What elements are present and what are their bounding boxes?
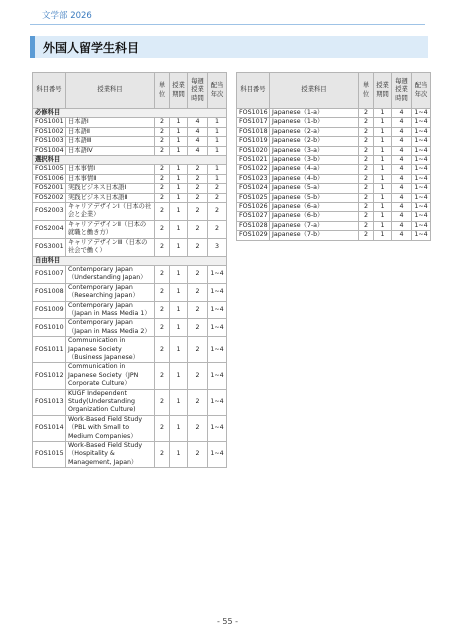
table-row xyxy=(237,146,431,155)
table-row xyxy=(237,203,431,212)
header-name: 授業科目 xyxy=(66,73,155,109)
cell-code: FOS1002 xyxy=(33,127,66,136)
cell-classes: 1 xyxy=(170,174,188,183)
cell-credits: 2 xyxy=(359,118,374,127)
table-row xyxy=(33,319,227,337)
cell-hours: 2 xyxy=(188,193,208,202)
table-row xyxy=(237,165,431,174)
cell-classes: 1 xyxy=(170,193,188,202)
cell-classes: 1 xyxy=(170,337,188,363)
cell-name: キャリアデザインⅠ（日本の社会と企業） xyxy=(66,203,155,221)
cell-code: FOS1013 xyxy=(33,389,66,415)
cell-name: Japanese（4-a） xyxy=(270,165,359,174)
cell-hours: 4 xyxy=(392,174,412,183)
section-row xyxy=(33,256,227,265)
cell-year: 1~4 xyxy=(412,212,431,221)
cell-hours: 2 xyxy=(188,363,208,389)
table-header-row xyxy=(237,73,431,109)
cell-hours: 4 xyxy=(392,156,412,165)
cell-classes: 1 xyxy=(170,301,188,319)
cell-classes: 1 xyxy=(374,193,392,202)
cell-hours: 2 xyxy=(188,238,208,256)
cell-classes: 1 xyxy=(374,221,392,230)
table-row xyxy=(33,283,227,301)
cell-name: Communication in Japanese Society（Business Japanese） xyxy=(66,337,155,363)
cell-name: 実践ビジネス日本語Ⅱ xyxy=(66,193,155,202)
cell-name: Work-Based Field Study （PBL with Small to Medium Companies） xyxy=(66,415,155,441)
cell-hours: 2 xyxy=(188,415,208,441)
cell-hours: 2 xyxy=(188,283,208,301)
table-row xyxy=(33,165,227,174)
cell-classes: 1 xyxy=(374,118,392,127)
cell-year: 1 xyxy=(208,118,227,127)
header-credits: 単位 xyxy=(359,73,374,109)
table-row xyxy=(33,118,227,127)
cell-name: 日本語Ⅳ xyxy=(66,146,155,155)
table-row xyxy=(237,221,431,230)
section-row xyxy=(33,109,227,118)
cell-credits: 2 xyxy=(359,165,374,174)
cell-classes: 1 xyxy=(374,127,392,136)
cell-credits: 2 xyxy=(359,184,374,193)
cell-code: FOS1005 xyxy=(33,165,66,174)
table-row xyxy=(33,203,227,221)
cell-credits: 2 xyxy=(155,137,170,146)
cell-hours: 4 xyxy=(392,109,412,118)
cell-code: FOS1012 xyxy=(33,363,66,389)
page-title: 外国人留学生科目 xyxy=(43,41,140,55)
cell-classes: 1 xyxy=(170,137,188,146)
cell-classes: 1 xyxy=(170,283,188,301)
table-row xyxy=(33,193,227,202)
cell-name: Contemporary Japan （Japan in Mass Media 1） xyxy=(66,301,155,319)
table-row xyxy=(33,389,227,415)
cell-code: FOS1029 xyxy=(237,231,270,240)
cell-classes: 1 xyxy=(374,146,392,155)
table-row xyxy=(33,337,227,363)
table-row xyxy=(237,184,431,193)
cell-hours: 4 xyxy=(188,118,208,127)
cell-code: FOS1006 xyxy=(33,174,66,183)
cell-classes: 1 xyxy=(170,203,188,221)
table-row xyxy=(33,301,227,319)
cell-name: Contemporary Japan （Japan in Mass Media 2） xyxy=(66,319,155,337)
course-table-right xyxy=(236,72,431,241)
cell-code: FOS1017 xyxy=(237,118,270,127)
cell-code: FOS1025 xyxy=(237,193,270,202)
cell-name: 日本語Ⅰ xyxy=(66,118,155,127)
table-row xyxy=(33,442,227,468)
table-row xyxy=(237,109,431,118)
cell-hours: 2 xyxy=(188,184,208,193)
cell-credits: 2 xyxy=(359,203,374,212)
cell-year: 1~4 xyxy=(412,203,431,212)
cell-year: 1~4 xyxy=(412,118,431,127)
cell-name: Contemporary Japan （Understanding Japan） xyxy=(66,265,155,283)
cell-code: FOS1009 xyxy=(33,301,66,319)
cell-year: 1~4 xyxy=(412,109,431,118)
cell-hours: 2 xyxy=(188,203,208,221)
cell-year: 1~4 xyxy=(208,319,227,337)
table-row xyxy=(33,265,227,283)
cell-credits: 2 xyxy=(359,212,374,221)
cell-hours: 2 xyxy=(188,265,208,283)
cell-year: 1~4 xyxy=(208,283,227,301)
cell-year: 1~4 xyxy=(412,156,431,165)
header-hours: 毎週 授業 時間 xyxy=(188,73,208,109)
cell-hours: 4 xyxy=(392,165,412,174)
cell-year: 1~4 xyxy=(208,363,227,389)
cell-code: FOS1027 xyxy=(237,212,270,221)
cell-name: キャリアデザインⅡ（日本の就職と働き方） xyxy=(66,220,155,238)
cell-code: FOS1011 xyxy=(33,337,66,363)
header-credits: 単位 xyxy=(155,73,170,109)
cell-hours: 4 xyxy=(392,184,412,193)
cell-year: 1~4 xyxy=(412,137,431,146)
section-label: 選択科目 xyxy=(33,156,227,165)
section-row xyxy=(33,156,227,165)
cell-hours: 4 xyxy=(392,146,412,155)
header-classes: 授業 期間 xyxy=(170,73,188,109)
table-row xyxy=(237,118,431,127)
cell-classes: 1 xyxy=(374,231,392,240)
cell-classes: 1 xyxy=(170,415,188,441)
table-row xyxy=(237,212,431,221)
cell-credits: 2 xyxy=(155,319,170,337)
cell-year: 1~4 xyxy=(208,301,227,319)
cell-year: 1~4 xyxy=(208,415,227,441)
cell-hours: 2 xyxy=(188,165,208,174)
cell-name: Communication in Japanese Society（JPN Corporate Culture） xyxy=(66,363,155,389)
cell-hours: 4 xyxy=(392,212,412,221)
table-row xyxy=(33,174,227,183)
cell-name: 実践ビジネス日本語Ⅰ xyxy=(66,184,155,193)
cell-hours: 4 xyxy=(188,146,208,155)
header-year: 配当 年次 xyxy=(208,73,227,109)
cell-classes: 1 xyxy=(170,184,188,193)
cell-code: FOS1010 xyxy=(33,319,66,337)
cell-code: FOS1022 xyxy=(237,165,270,174)
cell-name: Japanese（1-b） xyxy=(270,118,359,127)
cell-name: Japanese（3-a） xyxy=(270,146,359,155)
cell-classes: 1 xyxy=(170,442,188,468)
table-row xyxy=(237,156,431,165)
cell-name: 日本事情Ⅰ xyxy=(66,165,155,174)
table-row xyxy=(33,220,227,238)
cell-hours: 4 xyxy=(392,118,412,127)
cell-name: Japanese（6-a） xyxy=(270,203,359,212)
cell-classes: 1 xyxy=(170,165,188,174)
cell-classes: 1 xyxy=(170,118,188,127)
faculty-header: 文学部 2026 xyxy=(42,11,92,21)
cell-code: FOS1004 xyxy=(33,146,66,155)
cell-credits: 2 xyxy=(155,203,170,221)
cell-code: FOS1020 xyxy=(237,146,270,155)
cell-credits: 2 xyxy=(155,363,170,389)
cell-hours: 4 xyxy=(392,137,412,146)
section-title-box xyxy=(30,36,428,58)
cell-year: 1~4 xyxy=(208,389,227,415)
cell-hours: 2 xyxy=(188,319,208,337)
cell-year: 2 xyxy=(208,220,227,238)
cell-code: FOS1018 xyxy=(237,127,270,136)
header-hours: 毎週 授業 時間 xyxy=(392,73,412,109)
cell-year: 2 xyxy=(208,193,227,202)
course-table-left xyxy=(32,72,227,468)
cell-code: FOS1015 xyxy=(33,442,66,468)
table-row xyxy=(237,174,431,183)
cell-credits: 2 xyxy=(155,301,170,319)
cell-classes: 1 xyxy=(374,184,392,193)
header-code: 科目番号 xyxy=(237,73,270,109)
cell-credits: 2 xyxy=(359,193,374,202)
cell-credits: 2 xyxy=(155,265,170,283)
cell-hours: 2 xyxy=(188,389,208,415)
cell-hours: 4 xyxy=(188,137,208,146)
page-number: - 55 - xyxy=(216,617,239,626)
cell-classes: 1 xyxy=(170,238,188,256)
cell-classes: 1 xyxy=(170,146,188,155)
cell-code: FOS1024 xyxy=(237,184,270,193)
cell-credits: 2 xyxy=(155,415,170,441)
cell-code: FOS2002 xyxy=(33,193,66,202)
cell-name: Japanese（3-b） xyxy=(270,156,359,165)
cell-credits: 2 xyxy=(155,389,170,415)
cell-classes: 1 xyxy=(374,174,392,183)
cell-name: Japanese（4-b） xyxy=(270,174,359,183)
cell-classes: 1 xyxy=(170,363,188,389)
cell-hours: 4 xyxy=(188,127,208,136)
cell-credits: 2 xyxy=(155,174,170,183)
cell-name: Work-Based Field Study （Hospitality & Management, Japan） xyxy=(66,442,155,468)
cell-classes: 1 xyxy=(374,109,392,118)
cell-name: Japanese（7-a） xyxy=(270,221,359,230)
cell-hours: 4 xyxy=(392,231,412,240)
cell-code: FOS1028 xyxy=(237,221,270,230)
cell-code: FOS1026 xyxy=(237,203,270,212)
cell-year: 1~4 xyxy=(412,174,431,183)
cell-classes: 1 xyxy=(374,156,392,165)
cell-code: FOS2001 xyxy=(33,184,66,193)
cell-hours: 4 xyxy=(392,203,412,212)
cell-code: FOS1019 xyxy=(237,137,270,146)
table-row xyxy=(237,193,431,202)
cell-classes: 1 xyxy=(170,127,188,136)
cell-credits: 2 xyxy=(155,337,170,363)
cell-code: FOS1001 xyxy=(33,118,66,127)
table-row xyxy=(237,127,431,136)
cell-year: 1 xyxy=(208,174,227,183)
table-row xyxy=(33,363,227,389)
cell-name: キャリアデザインⅢ（日本の社会で働く） xyxy=(66,238,155,256)
cell-credits: 2 xyxy=(155,283,170,301)
section-label: 必修科目 xyxy=(33,109,227,118)
cell-year: 1~4 xyxy=(412,165,431,174)
cell-classes: 1 xyxy=(374,137,392,146)
cell-credits: 2 xyxy=(155,193,170,202)
cell-year: 1~4 xyxy=(412,184,431,193)
cell-year: 1 xyxy=(208,165,227,174)
table-row xyxy=(33,137,227,146)
cell-credits: 2 xyxy=(155,220,170,238)
cell-classes: 1 xyxy=(170,265,188,283)
cell-credits: 2 xyxy=(155,442,170,468)
table-row xyxy=(33,146,227,155)
table-row xyxy=(33,238,227,256)
cell-hours: 2 xyxy=(188,337,208,363)
cell-classes: 1 xyxy=(374,203,392,212)
cell-code: FOS2003 xyxy=(33,203,66,221)
cell-year: 1 xyxy=(208,127,227,136)
cell-classes: 1 xyxy=(374,165,392,174)
cell-code: FOS1007 xyxy=(33,265,66,283)
header-code: 科目番号 xyxy=(33,73,66,109)
cell-classes: 1 xyxy=(170,389,188,415)
cell-hours: 2 xyxy=(188,442,208,468)
cell-year: 1~4 xyxy=(412,127,431,136)
cell-credits: 2 xyxy=(359,137,374,146)
cell-code: FOS3001 xyxy=(33,238,66,256)
cell-year: 2 xyxy=(208,184,227,193)
cell-name: 日本語Ⅱ xyxy=(66,127,155,136)
cell-name: 日本事情Ⅱ xyxy=(66,174,155,183)
cell-code: FOS1014 xyxy=(33,415,66,441)
cell-name: KUGF Independent Study(Understanding Organization Culture) xyxy=(66,389,155,415)
cell-name: Japanese（6-b） xyxy=(270,212,359,221)
cell-hours: 4 xyxy=(392,127,412,136)
cell-name: Japanese（1-a） xyxy=(270,109,359,118)
cell-year: 1 xyxy=(208,146,227,155)
cell-credits: 2 xyxy=(359,156,374,165)
cell-credits: 2 xyxy=(155,165,170,174)
cell-credits: 2 xyxy=(155,127,170,136)
cell-hours: 4 xyxy=(392,221,412,230)
cell-year: 2 xyxy=(208,203,227,221)
cell-hours: 2 xyxy=(188,220,208,238)
cell-credits: 2 xyxy=(155,118,170,127)
cell-name: Contemporary Japan （Researching Japan） xyxy=(66,283,155,301)
cell-name: Japanese（5-a） xyxy=(270,184,359,193)
cell-credits: 2 xyxy=(359,109,374,118)
cell-credits: 2 xyxy=(359,231,374,240)
cell-code: FOS1003 xyxy=(33,137,66,146)
cell-credits: 2 xyxy=(359,221,374,230)
table-row xyxy=(33,184,227,193)
cell-name: 日本語Ⅲ xyxy=(66,137,155,146)
cell-code: FOS1021 xyxy=(237,156,270,165)
cell-year: 1~4 xyxy=(412,146,431,155)
cell-credits: 2 xyxy=(155,238,170,256)
cell-credits: 2 xyxy=(155,184,170,193)
cell-year: 1~4 xyxy=(412,221,431,230)
header-name: 授業科目 xyxy=(270,73,359,109)
table-header-row xyxy=(33,73,227,109)
cell-name: Japanese（7-b） xyxy=(270,231,359,240)
cell-year: 1~4 xyxy=(208,442,227,468)
cell-credits: 2 xyxy=(359,174,374,183)
cell-year: 3 xyxy=(208,238,227,256)
cell-year: 1~4 xyxy=(412,193,431,202)
header-classes: 授業 期間 xyxy=(374,73,392,109)
cell-code: FOS1023 xyxy=(237,174,270,183)
cell-classes: 1 xyxy=(170,319,188,337)
cell-year: 1~4 xyxy=(208,337,227,363)
cell-code: FOS1008 xyxy=(33,283,66,301)
cell-credits: 2 xyxy=(359,146,374,155)
section-label: 自由科目 xyxy=(33,256,227,265)
cell-classes: 1 xyxy=(374,212,392,221)
cell-year: 1~4 xyxy=(208,265,227,283)
table-row xyxy=(33,415,227,441)
header-divider xyxy=(30,24,425,25)
cell-hours: 4 xyxy=(392,193,412,202)
header-year: 配当 年次 xyxy=(412,73,431,109)
cell-year: 1 xyxy=(208,137,227,146)
table-row xyxy=(33,127,227,136)
cell-name: Japanese（2-a） xyxy=(270,127,359,136)
table-row xyxy=(237,231,431,240)
cell-classes: 1 xyxy=(170,220,188,238)
cell-hours: 2 xyxy=(188,301,208,319)
cell-name: Japanese（5-b） xyxy=(270,193,359,202)
table-row xyxy=(237,137,431,146)
cell-code: FOS2004 xyxy=(33,220,66,238)
cell-code: FOS1016 xyxy=(237,109,270,118)
cell-year: 1~4 xyxy=(412,231,431,240)
cell-name: Japanese（2-b） xyxy=(270,137,359,146)
cell-credits: 2 xyxy=(155,146,170,155)
cell-credits: 2 xyxy=(359,127,374,136)
cell-hours: 2 xyxy=(188,174,208,183)
